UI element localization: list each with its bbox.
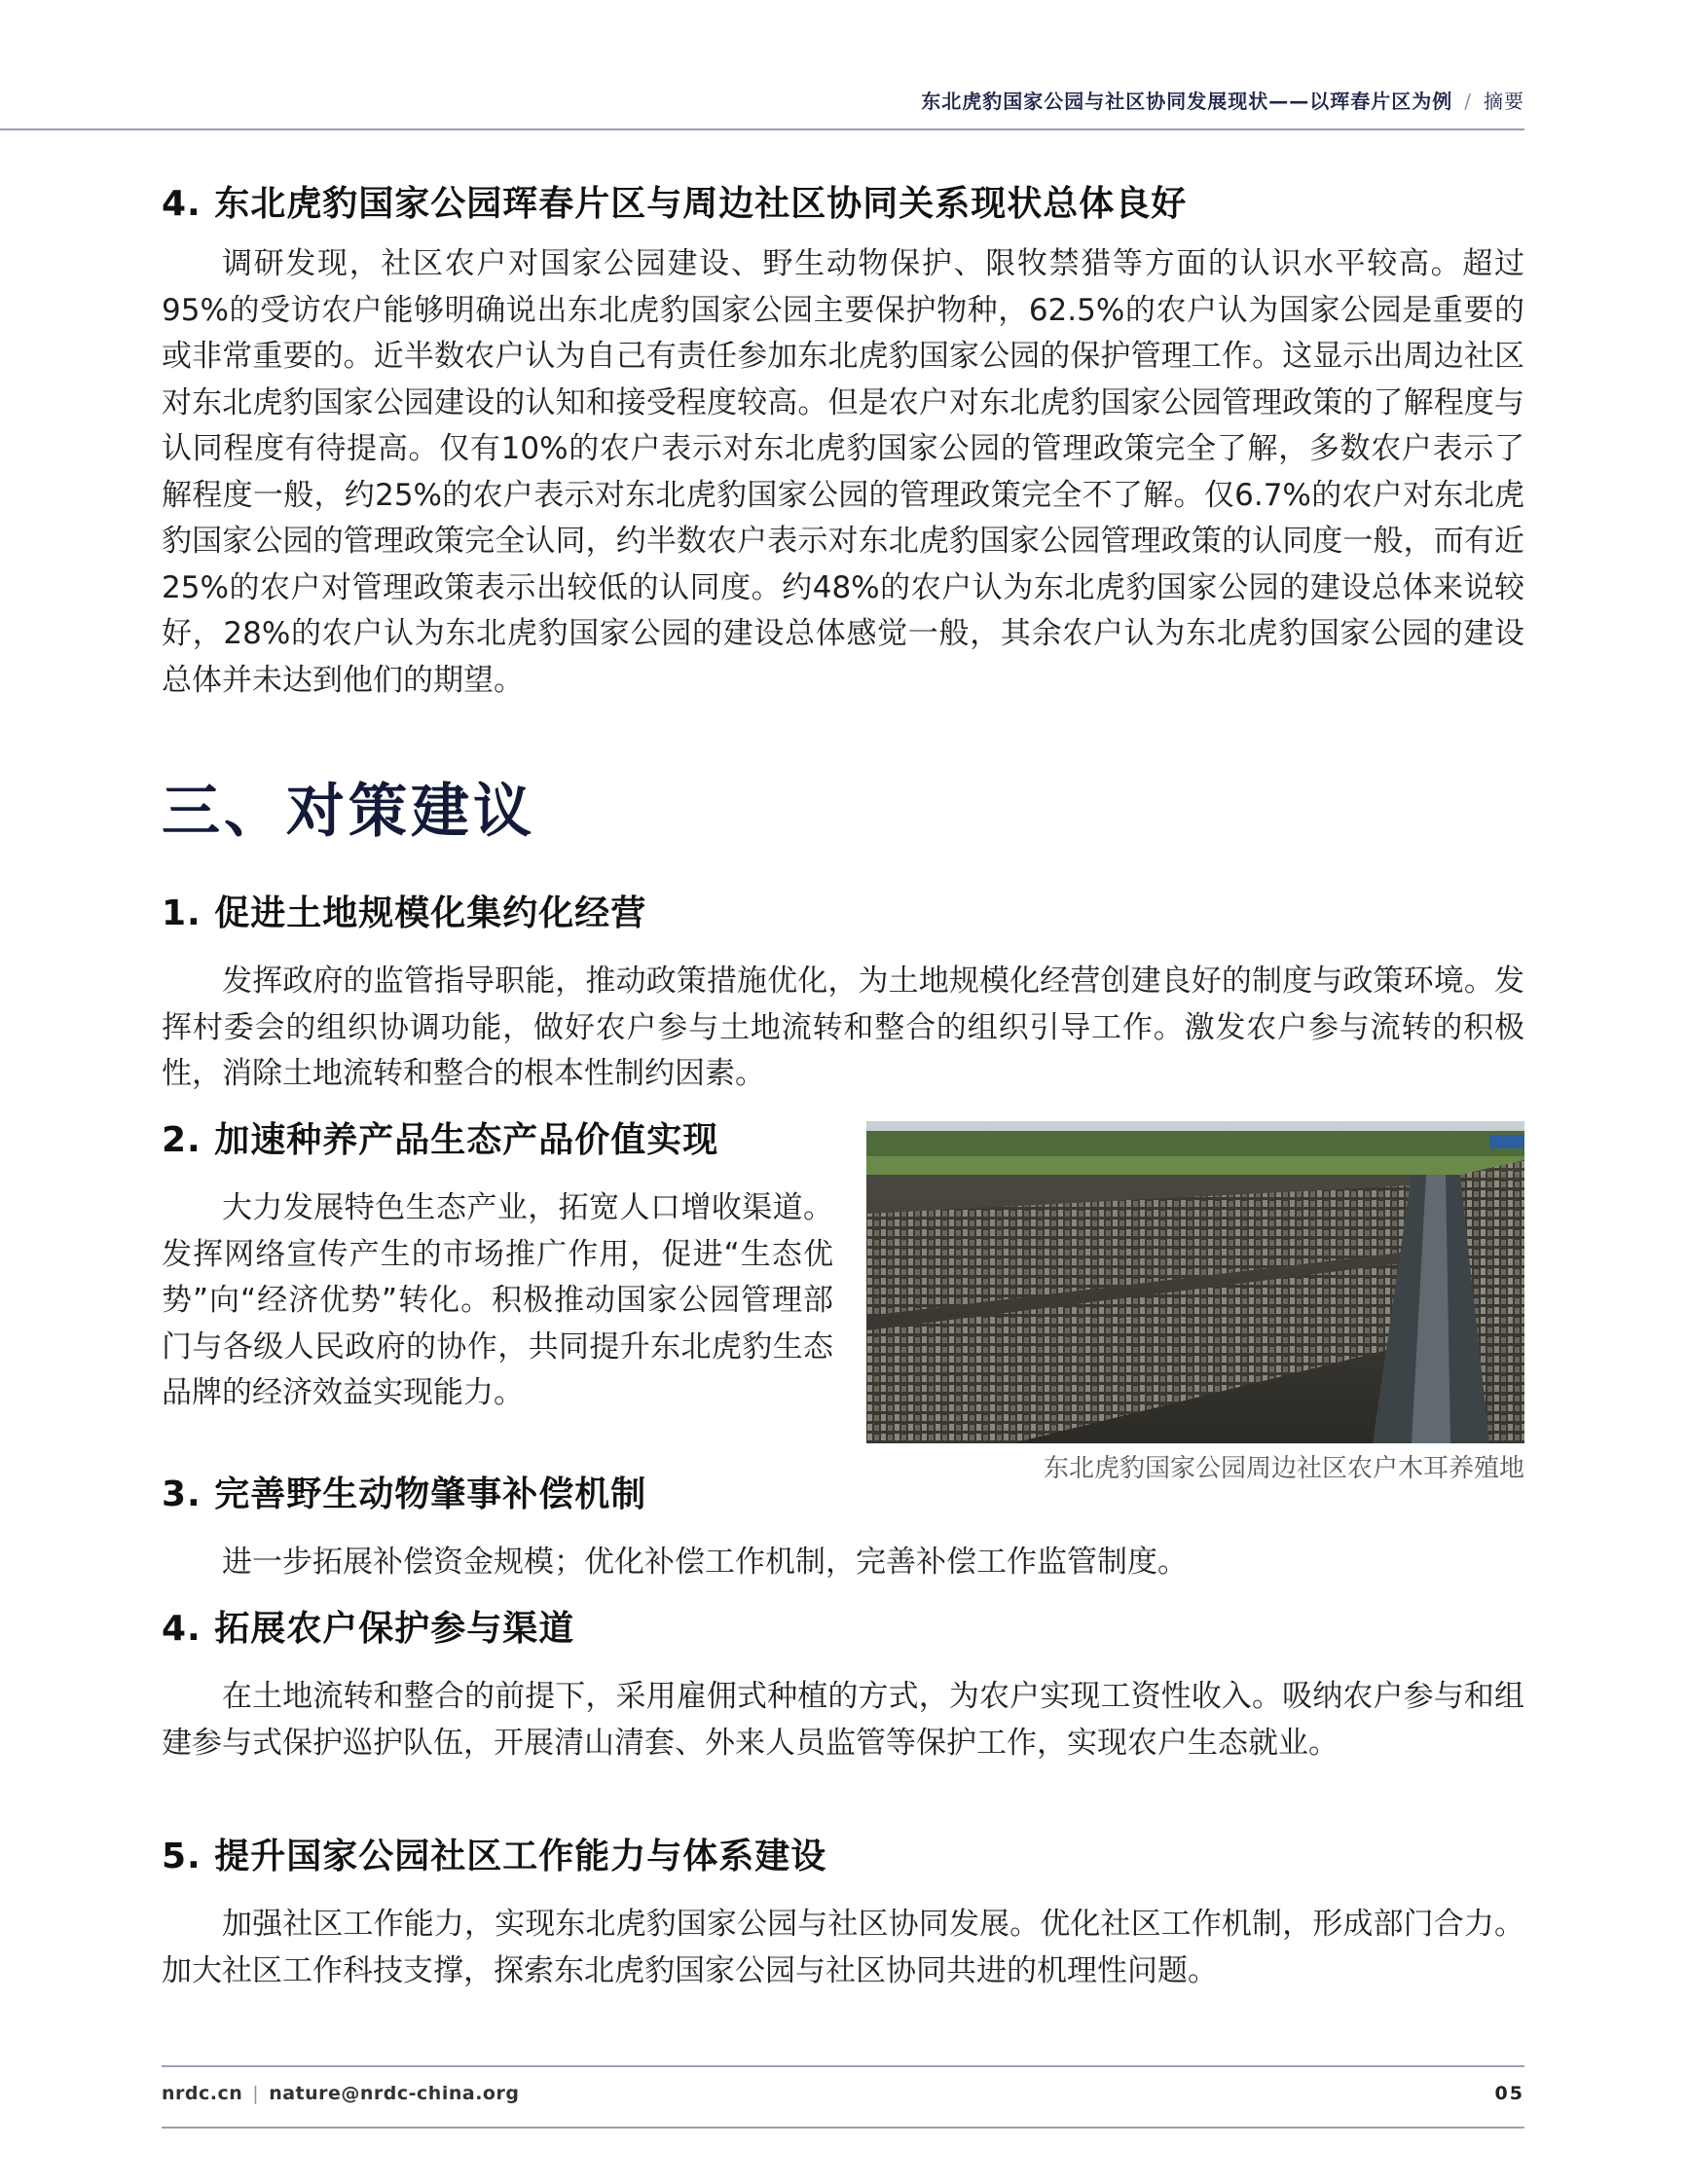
recommendation-2 — [162, 1117, 833, 1417]
section-label: 摘要 — [1484, 90, 1524, 113]
running-header — [0, 86, 1524, 114]
recommendation-2-paragraph: 大力发展特色生态产业，拓宽人口增收渠道。发挥网络宣传产生的市场推广作用，促进“生态优势”向“经济优势”转化。积极推动国家公园管理部门与各级人民政府的协作，共同提升东北虎豹生态品牌的经济效益实现能力。 — [162, 1190, 833, 1410]
section-3-title: 三、对策建议 — [162, 778, 535, 846]
section-3-header — [162, 777, 1524, 847]
footer-email-link[interactable]: nature@nrdc-china.org — [269, 2083, 520, 2104]
recommendation-5-paragraph: 加强社区工作能力，实现东北虎豹国家公园与社区协同发展。优化社区工作机制，形成部门合力。加大社区工作科技支撑，探索东北虎豹国家公园与社区协同共进的机理性问题。 — [162, 1907, 1524, 1988]
footer-website-link[interactable]: nrdc.cn — [162, 2083, 243, 2104]
footer-divider-top — [162, 2065, 1524, 2067]
footer-divider-bottom — [162, 2127, 1524, 2129]
finding-4-paragraph: 调研发现，社区农户对国家公园建设、野生动物保护、限牧禁猎等方面的认识水平较高。超过 95%的受访农户能够明确说出东北虎豹国家公园主要保护物种，62.5%的农户认为国家公园是重要的或非常重要的。近半数农户认为自己有责任参加东北虎豹国家公园的保护管理工作。这显示出周边社区对东北虎豹国家公园建设的认知和接受程度较高。但是农户对东北虎豹国家公园管理政策的了解程度与认同程度有待提高。仅有10%的农户表示对东北虎豹国家公园的管理政策完全了解，多数农户表示了解程度一般，约25%的农户表示对东北虎豹国家公园的管理政策完全不了解。仅6.7%的农户对东北虎豹国家公园的管理政策完全认同，约半数农户表示对东北虎豹国家公园管理政策的认同度一般，而有近25%的农户对管理政策表示出较低的认同度。约48%的农户认为东北虎豹国家公园的建设总体来说较好，28%的农户认为东北虎豹国家公园的建设总体感觉一般，其余农户认为东北虎豹国家公园的建设总体并未达到他们的期望。 — [162, 246, 1524, 698]
recommendation-4-paragraph: 在土地流转和整合的前提下，采用雇佣式种植的方式，为农户实现工资性收入。吸纳农户参与和组建参与式保护巡护队伍，开展清山清套、外来人员监管等保护工作，实现农户生态就业。 — [162, 1679, 1524, 1761]
finding-4-heading: 4. 东北虎豹国家公园珲春片区与周边社区协同关系现状总体良好 — [162, 184, 1188, 224]
page-footer — [162, 2083, 1524, 2114]
header-separator: / — [1464, 90, 1472, 113]
recommendation-1-heading: 1. 促进土地规模化集约化经营 — [162, 893, 647, 933]
mushroom-farm-photo — [866, 1121, 1524, 1443]
header-divider — [0, 128, 1524, 130]
recommendation-5 — [162, 1834, 1524, 1994]
recommendation-3-paragraph: 进一步拓展补偿资金规模；优化补偿工作机制，完善补偿工作监管制度。 — [222, 1545, 1188, 1580]
footer-separator: | — [252, 2083, 260, 2104]
photo-figure — [866, 1121, 1524, 1488]
finding-4-block — [162, 181, 1524, 704]
recommendation-5-heading: 5. 提升国家公园社区工作能力与体系建设 — [162, 1837, 827, 1876]
recommendation-4-heading: 4. 拓展农户保护参与渠道 — [162, 1609, 575, 1649]
recommendation-4 — [162, 1606, 1524, 1766]
recommendation-3-heading: 3. 完善野生动物肇事补偿机制 — [162, 1474, 647, 1514]
recommendation-1 — [162, 891, 1524, 1098]
document-title: 东北虎豹国家公园与社区协同发展现状——以珲春片区为例 — [921, 90, 1453, 113]
recommendation-3 — [162, 1472, 1524, 1586]
recommendation-1-paragraph: 发挥政府的监管指导职能，推动政策措施优化，为土地规模化经营创建良好的制度与政策环境。发挥村委会的组织协调功能，做好农户参与土地流转和整合的组织引导工作。激发农户参与流转的积极性，消除土地流转和整合的根本性制约因素。 — [162, 964, 1524, 1091]
photo-caption: 东北虎豹国家公园周边社区农户木耳养殖地 — [1043, 1454, 1524, 1483]
page-number: 05 — [1494, 2083, 1524, 2104]
recommendation-2-heading: 2. 加速种养产品生态产品价值实现 — [162, 1120, 719, 1160]
